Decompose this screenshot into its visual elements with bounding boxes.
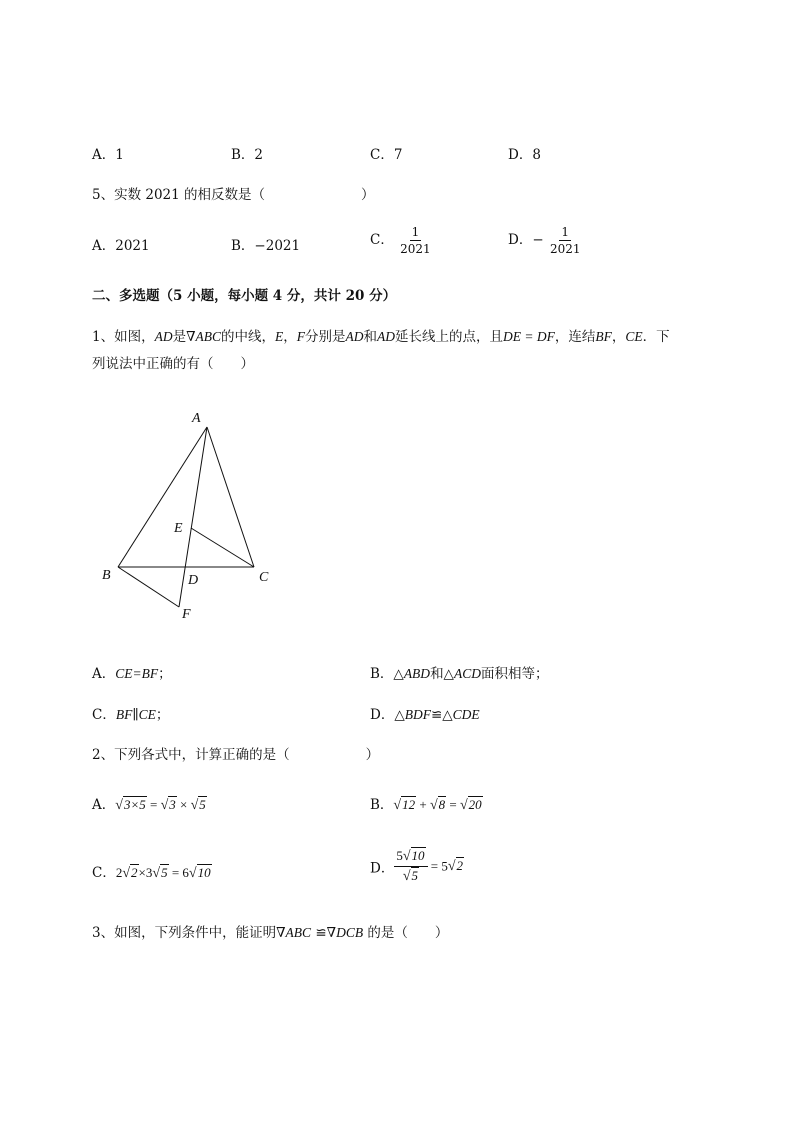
text: B． (370, 797, 394, 813)
m1-option-d (370, 703, 480, 723)
math: ABD (403, 666, 431, 681)
radicand: 12 (402, 797, 416, 812)
math: ∇DCB (326, 925, 364, 940)
m1-option-c (92, 703, 169, 723)
text: = 5 (427, 858, 448, 874)
radicand: 8 (438, 797, 446, 812)
radicand: 20 (468, 797, 482, 812)
math: E (275, 329, 284, 344)
fraction-denominator: 2021 (549, 242, 581, 256)
math: BF∥CE (115, 707, 156, 722)
m2-option-a (92, 793, 207, 814)
text: 1、如图， (92, 329, 155, 345)
label-F: F (182, 607, 191, 622)
text: + (416, 797, 430, 812)
segment-AB (118, 427, 207, 567)
q4-option-a: A．1 (92, 147, 124, 163)
radicand: 3×5 (123, 797, 146, 812)
q5-option-c-fraction (398, 226, 433, 255)
math: BF (595, 329, 612, 344)
m1-stem-line2: 列说法中正确的有（ ） (92, 356, 254, 372)
text: ，连结 (554, 329, 596, 345)
text: ， (283, 329, 297, 345)
text: 是 (172, 329, 187, 345)
radicand: 10 (197, 865, 211, 880)
text: 和△ (430, 666, 454, 682)
sqrt: √10 (402, 848, 425, 864)
math: CE=BF (115, 666, 159, 681)
m1-stem-line1 (92, 325, 670, 345)
text: 的中线， (221, 329, 276, 345)
text: 延长线上的点，且 (395, 329, 504, 345)
q5-option-a: A．2021 (92, 238, 150, 254)
q4-option-d: D．8 (508, 147, 541, 163)
sqrt: √5 (190, 797, 206, 813)
text: 的是（ ） (363, 925, 449, 941)
fraction-numerator (394, 849, 427, 867)
text: × (138, 865, 146, 880)
text: A． (92, 666, 116, 682)
text: D．△ (370, 707, 405, 723)
text: 和 (363, 329, 378, 345)
text: ．下 (642, 329, 670, 345)
math: ACD (453, 666, 481, 681)
sqrt: √2 (447, 858, 464, 874)
m2-option-c (92, 861, 212, 882)
text: ， (611, 329, 626, 345)
text: D． (370, 860, 395, 877)
text: = (446, 797, 460, 812)
math: CDE (452, 707, 480, 722)
text: 5 (396, 848, 403, 863)
sqrt: √2 (122, 865, 138, 881)
text: A． (92, 797, 116, 813)
q4-option-c: C．7 (370, 147, 403, 163)
segment-CE (191, 528, 254, 567)
radicand: 2 (131, 865, 138, 880)
fraction-numerator: 1 (561, 225, 570, 239)
math: ∇ABC (186, 329, 222, 344)
sqrt: √12 (393, 797, 416, 813)
sqrt: √3 (160, 797, 176, 813)
text: 2 (115, 865, 123, 880)
text: = (146, 797, 161, 812)
q5-option-d (508, 226, 582, 255)
text: 面积相等； (480, 666, 549, 682)
sqrt: √3×5 (115, 797, 146, 813)
radicand: 10 (411, 848, 425, 863)
sqrt: √10 (188, 865, 211, 881)
fraction-denominator (401, 867, 421, 884)
section-heading: 二、多选题（5 小题，每小题 4 分，共计 20 分） (92, 288, 397, 304)
math: F (296, 329, 306, 344)
triangle-figure (95, 400, 285, 625)
text: ） (365, 747, 380, 763)
q5-option-c-prefix: C． (370, 232, 394, 248)
m1-option-b (370, 662, 548, 682)
text: × (176, 797, 191, 812)
radicand: 5 (199, 797, 206, 812)
m2-option-b (370, 793, 483, 814)
math: DE = DF (503, 329, 555, 344)
math: AD (345, 329, 364, 344)
text: ≌△ (430, 707, 453, 723)
radicand: 5 (161, 865, 168, 880)
segment-AC (207, 427, 254, 567)
text: ； (155, 707, 170, 723)
text: B．△ (370, 666, 404, 682)
radicand: 2 (456, 858, 464, 873)
fraction-denominator: 2021 (400, 242, 431, 256)
label-E: E (174, 521, 183, 536)
q5-option-b: B．−2021 (231, 238, 301, 254)
math: ∇ABC (276, 925, 312, 940)
text: 分别是 (305, 329, 346, 345)
math: AD (154, 329, 173, 344)
sqrt: √20 (459, 797, 482, 813)
text: ≌ (311, 925, 327, 941)
math: AD (377, 329, 396, 344)
text: C． (92, 707, 116, 723)
m1-option-a (92, 662, 172, 682)
q4-option-b: B．2 (231, 147, 264, 163)
sqrt: √5 (152, 865, 168, 881)
text: 3、如图，下列条件中，能证明 (92, 925, 277, 941)
text: C． (92, 865, 116, 881)
radicand: 5 (411, 868, 419, 883)
m2-stem (92, 743, 379, 763)
text: 3 (145, 865, 153, 880)
q5-option-d-prefix: D．− (508, 232, 544, 248)
q5-stem-close: ） (361, 187, 375, 203)
m2-option-d (370, 849, 464, 884)
text: ； (158, 666, 172, 682)
sqrt: √5 (402, 868, 419, 884)
m3-stem (92, 921, 448, 941)
q5-stem (92, 183, 375, 203)
label-B: B (102, 568, 111, 583)
q5-stem-text: 5、实数 2021 的相反数是（ (92, 187, 266, 203)
math: CE (625, 329, 643, 344)
radicand: 3 (169, 797, 176, 812)
q5-option-d-fraction (548, 226, 583, 255)
q5-option-c (370, 226, 433, 255)
text: = 6 (168, 865, 189, 880)
text: 2、下列各式中，计算正确的是（ (92, 747, 290, 763)
sqrt: √8 (429, 797, 446, 813)
label-D: D (188, 573, 199, 588)
label-C: C (259, 570, 269, 585)
math: BDF (404, 707, 431, 722)
fraction-numerator: 1 (411, 225, 420, 239)
label-A: A (192, 411, 201, 426)
m2-option-d-fraction (394, 849, 427, 884)
segment-BF (118, 567, 179, 607)
